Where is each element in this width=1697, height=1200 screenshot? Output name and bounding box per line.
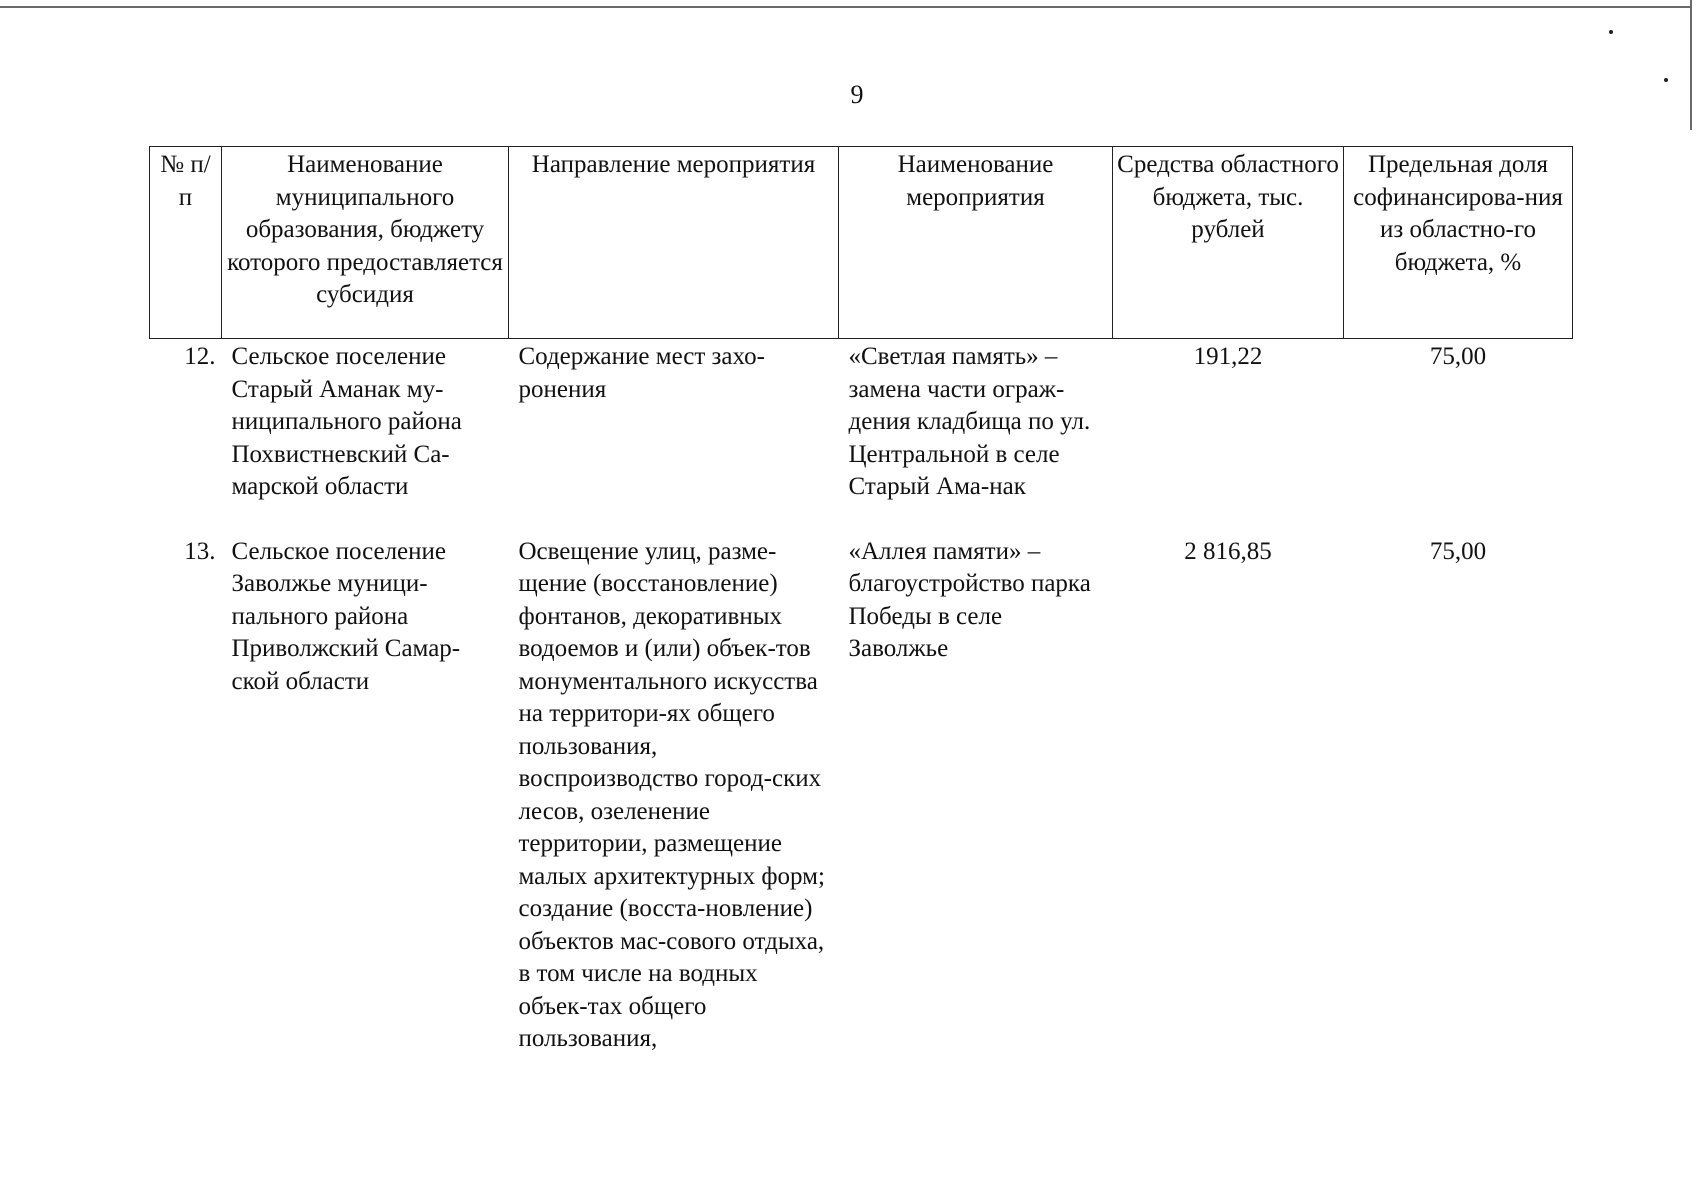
header-row bbox=[150, 147, 1573, 339]
header-funds: Средства областного бюджета, тыс. рублей bbox=[1113, 147, 1344, 339]
header-municipality: Наименование муниципального образования, бюджету которого предоставляется субсидия bbox=[222, 147, 509, 339]
row-municipality: Сельское поселение Старый Аманак му-ниципального района Похвистневский Са-марской области bbox=[231, 343, 462, 500]
row-municipality: Сельское поселение Заволжье муници-пального района Приволжский Самар-ской области bbox=[231, 537, 461, 695]
header-event: Наименование мероприятия bbox=[839, 147, 1113, 339]
table-body bbox=[150, 339, 1573, 1056]
row-share: 75,00 bbox=[1429, 343, 1487, 370]
scan-right-edge bbox=[1690, 0, 1692, 130]
row-funds: 2 816,85 bbox=[1184, 537, 1272, 565]
header-direction: Направление мероприятия bbox=[509, 147, 839, 339]
row-share: 75,00 bbox=[1429, 537, 1487, 565]
header-number: № п/п bbox=[150, 147, 222, 339]
page-number: 9 bbox=[850, 80, 864, 109]
scan-top-edge bbox=[0, 6, 1690, 8]
table-row bbox=[150, 534, 1573, 1056]
row-event: «Аллея памяти» – благоустройство парка Победы в селе Заволжье bbox=[848, 537, 1091, 662]
row-number: 12. bbox=[184, 343, 216, 370]
subsidy-table bbox=[149, 146, 1573, 1056]
row-direction: Содержание мест захо-ронения bbox=[518, 343, 765, 403]
row-event: «Светлая память» – замена части ограж-дения кладбища по ул. Центральной в селе Старый Ама-нак bbox=[848, 343, 1091, 500]
table-row bbox=[150, 339, 1573, 534]
row-direction: Освещение улиц, разме-щение (восстановление) фонтанов, декоративных водоемов и (или) объек-тов монументального искусства на территори-ях общего пользования, воспроизводство город-ских лесов, озеленение территории, размещение малых архитектурных форм; создание (восста-новление) объектов мас-сового отдыха, в том числе на водных объек-тах общего пользования, bbox=[518, 537, 825, 1052]
header-share: Предельная доля софинансирова-ния из областно-го бюджета, % bbox=[1344, 147, 1573, 339]
row-number: 13. bbox=[184, 537, 216, 565]
row-funds: 191,22 bbox=[1193, 343, 1263, 370]
scan-speck bbox=[1609, 30, 1613, 34]
table-header bbox=[150, 147, 1573, 339]
